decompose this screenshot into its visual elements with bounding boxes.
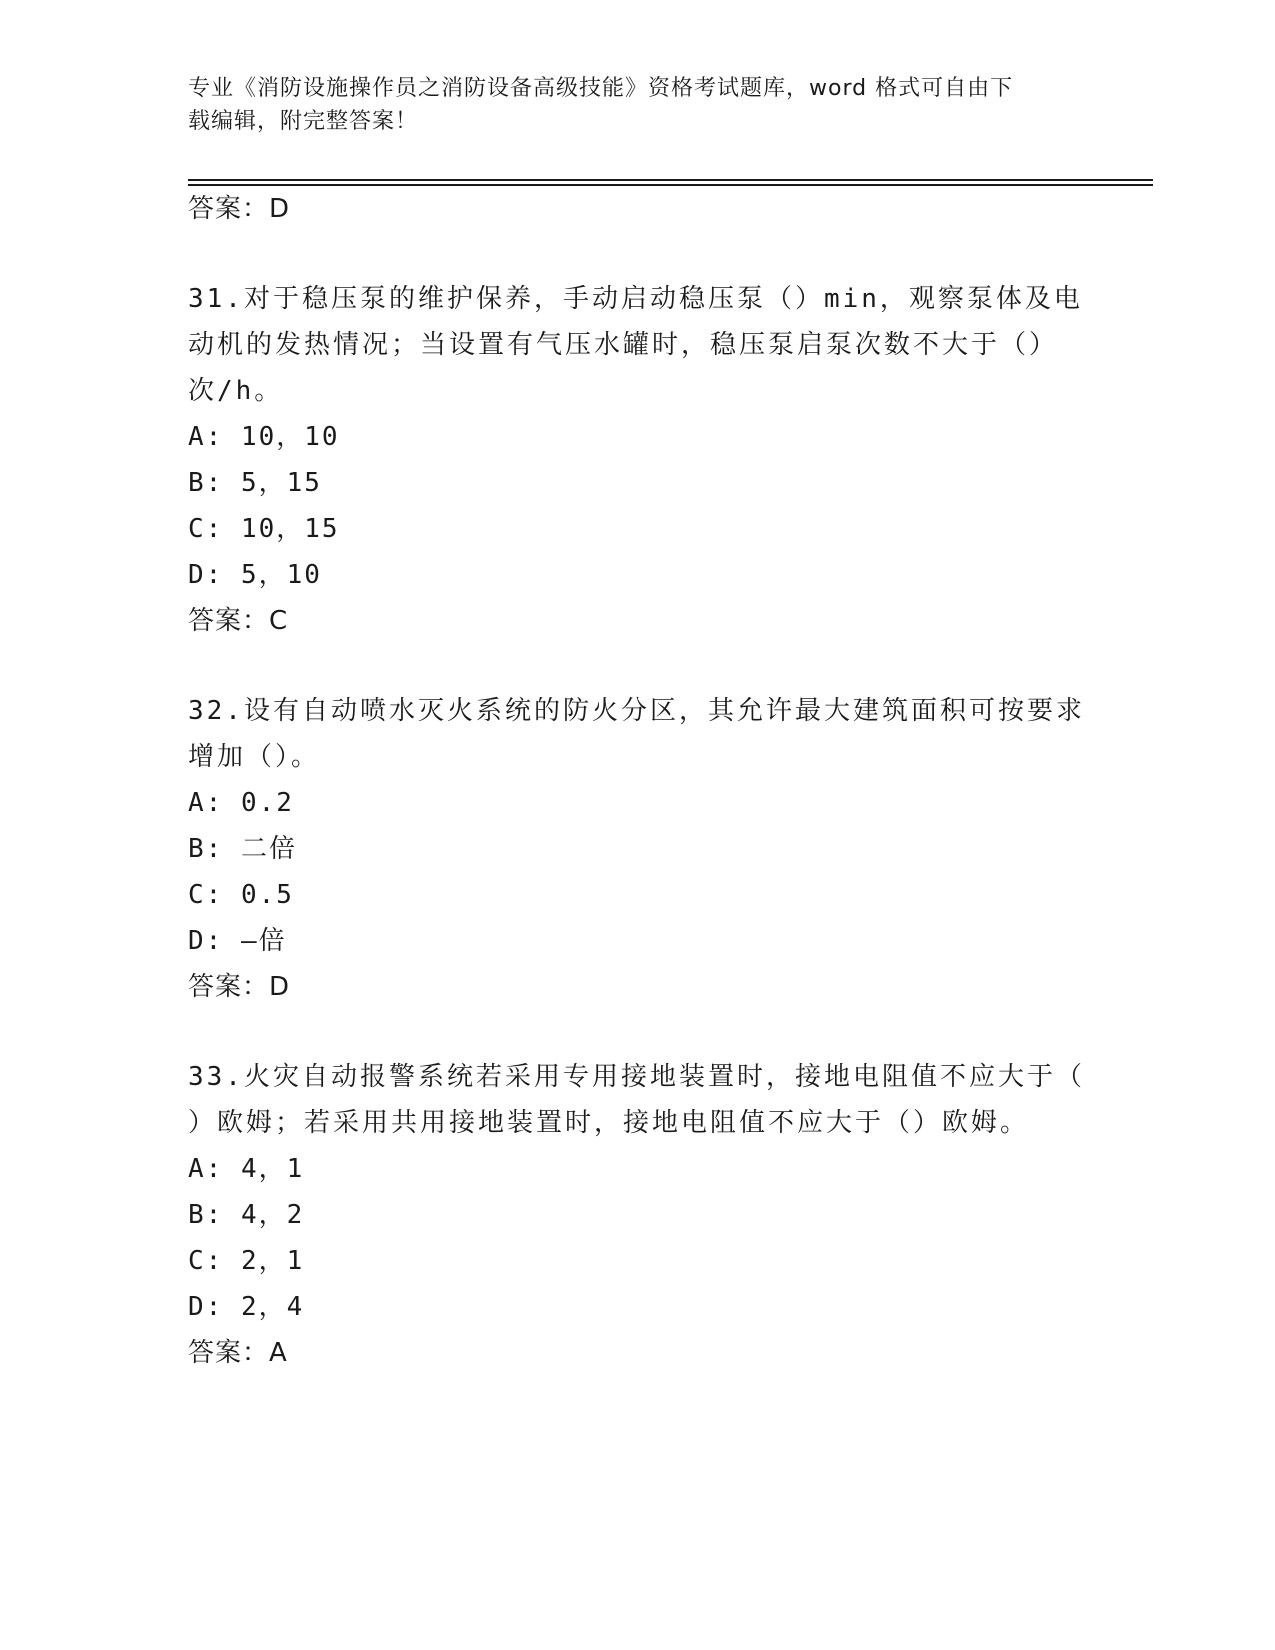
previous-answer: 答案：D	[188, 194, 291, 224]
question-31-option-b: B: 5，15	[188, 468, 322, 498]
question-32-line-1: 32.设有自动喷水灭火系统的防火分区，其允许最大建筑面积可按要求	[188, 696, 1085, 726]
question-33-line-2: ）欧姆；若采用共用接地装置时，接地电阻值不应大于（）欧姆。	[188, 1108, 1030, 1138]
question-32	[188, 688, 1088, 1010]
question-33-answer: 答案：A	[188, 1338, 288, 1368]
question-32-option-b: B: 二倍	[188, 834, 297, 864]
question-33-option-b: B: 4，2	[188, 1200, 305, 1230]
question-31-answer: 答案：C	[188, 606, 289, 636]
question-list	[188, 186, 1088, 1376]
document-header	[188, 72, 1088, 138]
question-33	[188, 1054, 1088, 1376]
question-31	[188, 276, 1088, 644]
header-line-2: 载编辑，附完整答案！	[188, 109, 419, 134]
question-31-option-c: C: 10，15	[188, 514, 340, 544]
question-32-option-d: D: —倍	[188, 926, 287, 956]
question-31-line-3: 次/h。	[188, 376, 284, 406]
question-32-option-a: A: 0.2	[188, 788, 294, 818]
question-32-answer: 答案：D	[188, 972, 291, 1002]
question-31-line-1: 31.对于稳压泵的维护保养，手动启动稳压泵（）min，观察泵体及电	[188, 284, 1083, 314]
question-32-line-2: 增加（）。	[188, 742, 321, 772]
question-33-line-1: 33.火灾自动报警系统若采用专用接地装置时，接地电阻值不应大于（	[188, 1062, 1085, 1092]
question-33-option-a: A: 4，1	[188, 1154, 305, 1184]
question-31-option-d: D: 5，10	[188, 560, 322, 590]
question-32-option-c: C: 0.5	[188, 880, 294, 910]
question-33-option-c: C: 2，1	[188, 1246, 305, 1276]
question-31-line-2: 动机的发热情况；当设置有气压水罐时，稳压泵启泵次数不大于（）	[188, 330, 1059, 360]
question-33-option-d: D: 2，4	[188, 1292, 305, 1322]
header-rule-top	[188, 179, 1153, 181]
header-line-1: 专业《消防设施操作员之消防设备高级技能》资格考试题库，word 格式可自由下	[188, 76, 1014, 101]
question-31-option-a: A: 10，10	[188, 422, 340, 452]
